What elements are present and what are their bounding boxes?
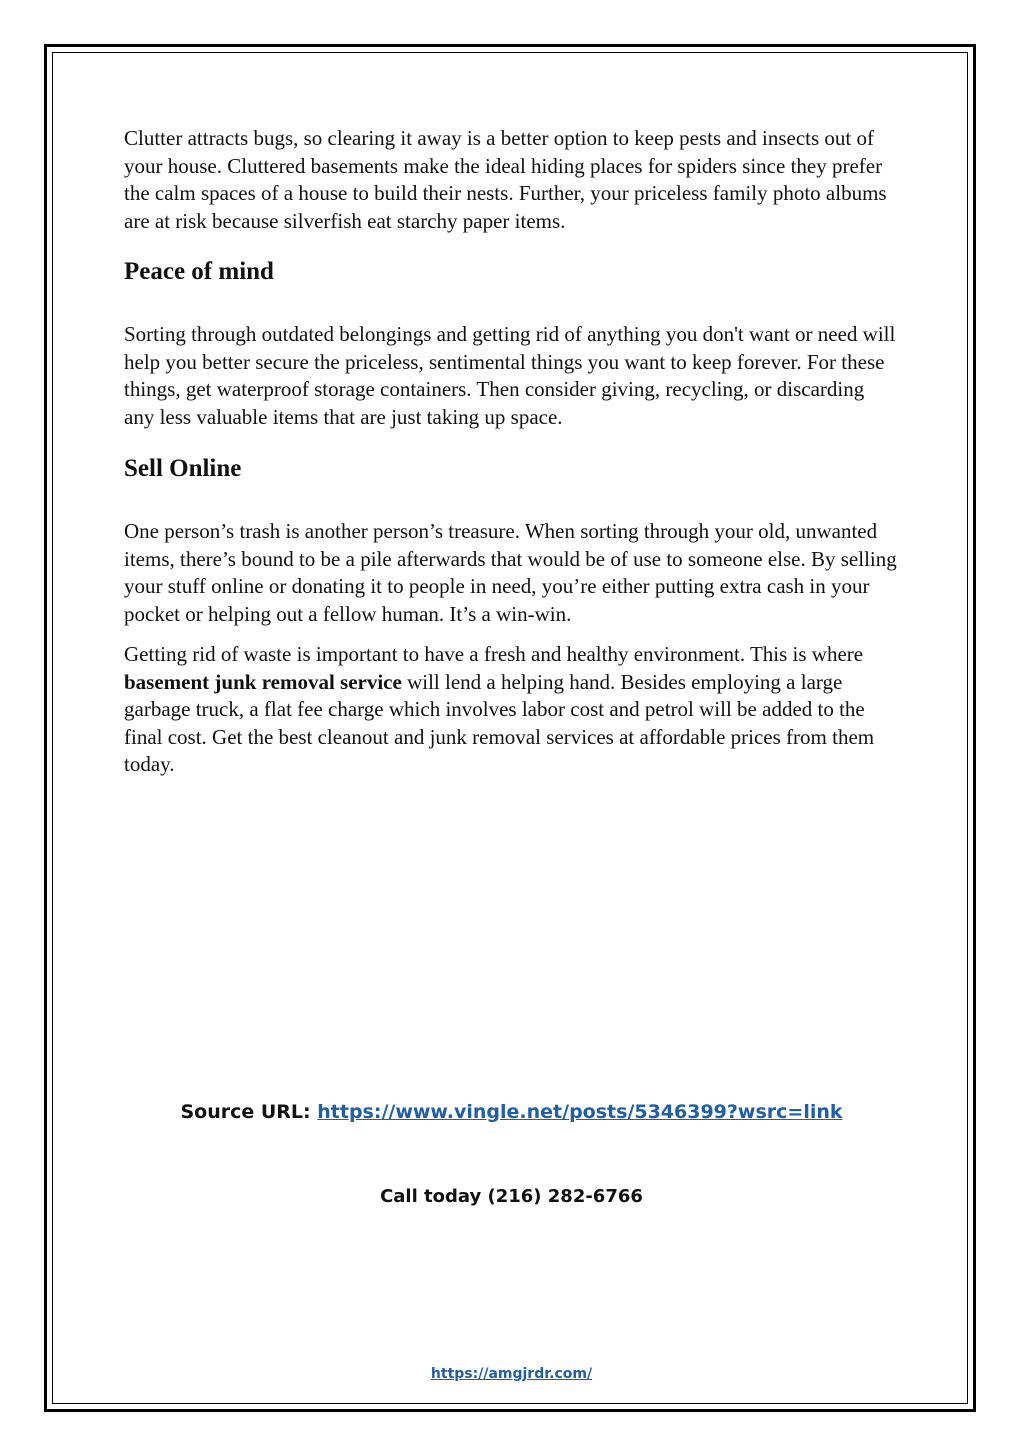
source-url-label: Source URL: bbox=[180, 1101, 318, 1123]
document-body bbox=[124, 125, 899, 779]
keyword-basement-junk-removal: basement junk removal service bbox=[124, 669, 402, 694]
footer-line bbox=[0, 1366, 1023, 1382]
paragraph-clutter: Clutter attracts bugs, so clearing it away is a better option to keep pests and insects out of your house. Cluttered basements make the ideal hiding places for spiders since they prefer the calm spaces of a house to build their nests. Further, your priceless family photo albums are at risk because silverfish eat starchy paper items. bbox=[124, 126, 887, 233]
paragraph-sell-online: One person’s trash is another person’s treasure. When sorting through your old, unwanted items, there’s bound to be a pile afterwards that would be of use to someone else. By selling your stuff online or donating it to people in need, you’re either putting extra cash in your pocket or helping out a fellow human. It’s a win-win. bbox=[124, 519, 897, 626]
source-url-link[interactable]: https://www.vingle.net/posts/5346399?wsrc=link bbox=[317, 1101, 843, 1123]
heading-peace-of-mind: Peace of mind bbox=[124, 258, 274, 285]
source-url-line bbox=[0, 1101, 1023, 1123]
paragraph-junk-removal-start: Getting rid of waste is important to have a fresh and healthy environment. This is where bbox=[124, 642, 864, 666]
heading-sell-online: Sell Online bbox=[124, 455, 242, 482]
footer-website-link[interactable]: https://amgjrdr.com/ bbox=[430, 1366, 593, 1382]
paragraph-peace-of-mind: Sorting through outdated belongings and getting rid of anything you don't want or need will help you better secure the priceless, sentimental things you want to keep forever. For these things, get waterproof storage containers. Then consider giving, recycling, or discarding any less valuable items that are just taking up space. bbox=[124, 322, 896, 429]
call-today-text: Call today (216) 282-6766 bbox=[380, 1186, 643, 1207]
paragraph-junk-removal bbox=[124, 641, 899, 779]
paragraph-junk-removal-end: will lend a helping hand. Besides employing a large garbage truck, a flat fee charge which involves labor cost and petrol will be added to the final cost. Get the best cleanout and junk removal services at affordable prices from them today. bbox=[124, 669, 875, 776]
